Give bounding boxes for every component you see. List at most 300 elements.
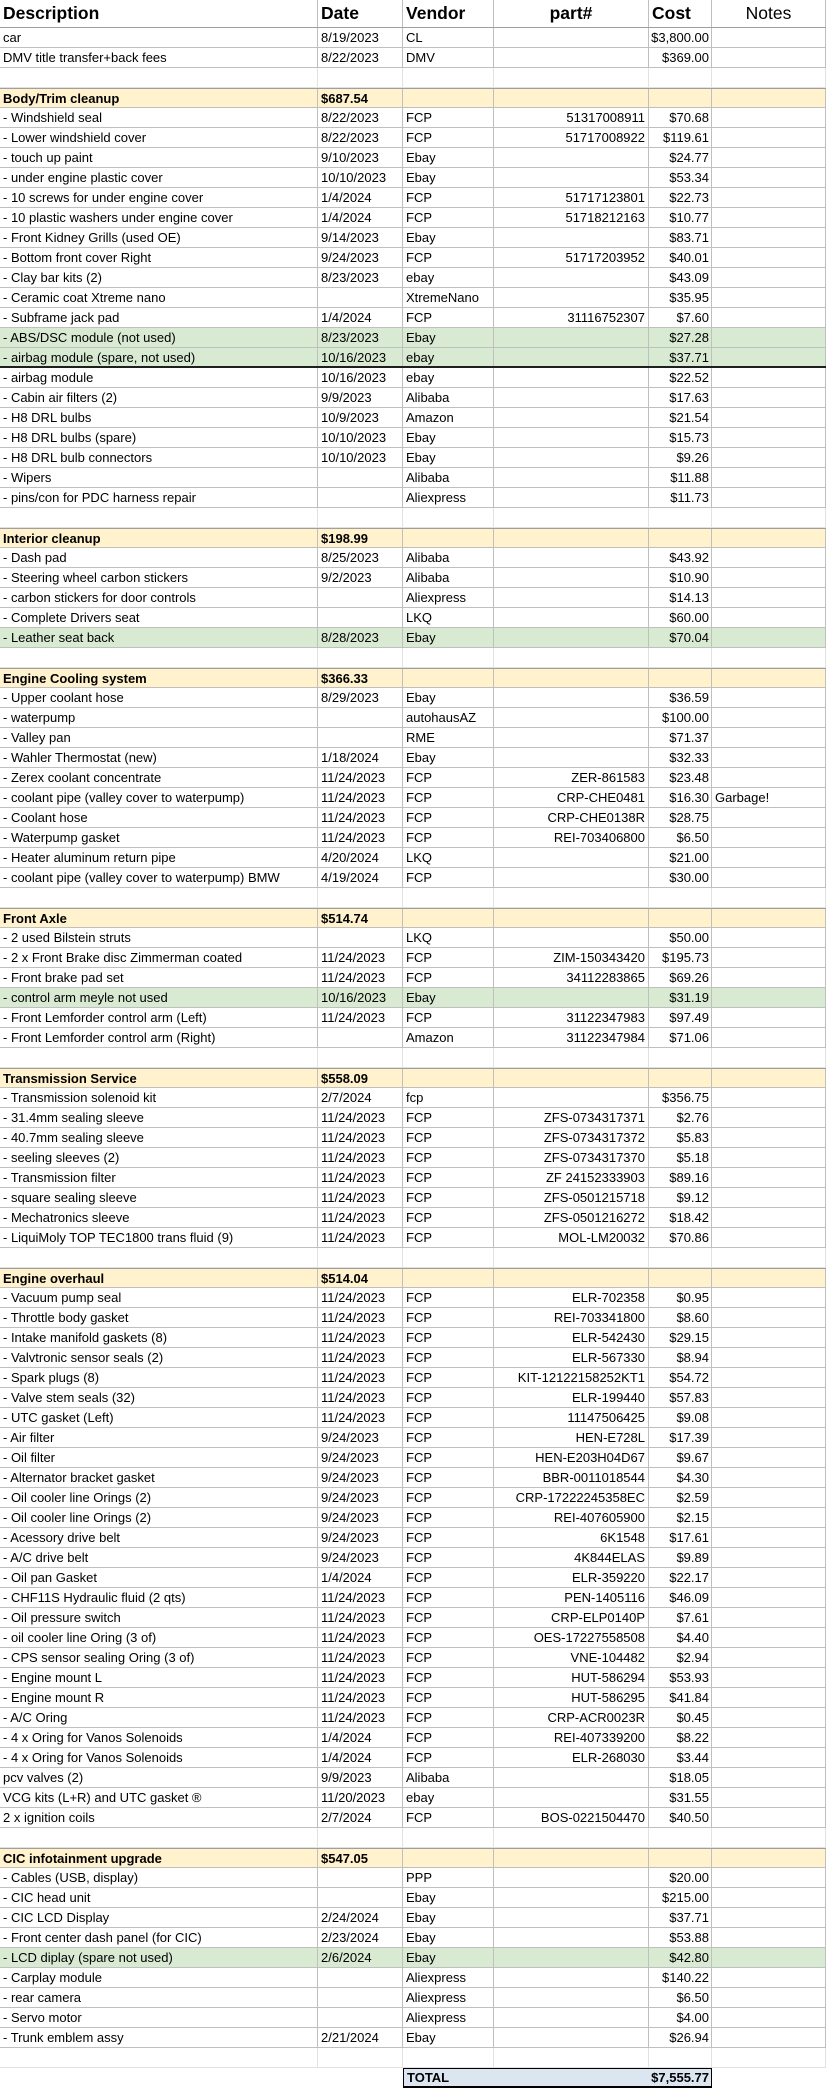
cell-date[interactable]: 9/24/2023 xyxy=(318,1488,403,1507)
cell-notes[interactable] xyxy=(712,1968,826,1987)
cell-cost[interactable]: $43.92 xyxy=(649,548,712,567)
cell-part-number[interactable]: ELR-199440 xyxy=(494,1388,649,1407)
cell-cost[interactable]: $31.19 xyxy=(649,988,712,1007)
cell-vendor[interactable]: FCP xyxy=(403,1148,494,1167)
cell-vendor[interactable]: DMV xyxy=(403,48,494,67)
cell-date[interactable]: 11/24/2023 xyxy=(318,1388,403,1407)
cell-description[interactable]: - CHF11S Hydraulic fluid (2 qts) xyxy=(0,1588,318,1607)
cell-cost[interactable]: $7.60 xyxy=(649,308,712,327)
cell-vendor[interactable]: FCP xyxy=(403,948,494,967)
cell-vendor[interactable]: FCP xyxy=(403,1448,494,1467)
cell-date[interactable]: 8/29/2023 xyxy=(318,688,403,707)
cell-part-number[interactable] xyxy=(494,1888,649,1907)
cell-notes[interactable] xyxy=(712,1248,826,1267)
cell-date[interactable]: 1/4/2024 xyxy=(318,1748,403,1767)
cell-notes[interactable] xyxy=(712,168,826,187)
cell-part-number[interactable] xyxy=(494,568,649,587)
cell-cost[interactable] xyxy=(649,648,712,667)
cell-date[interactable] xyxy=(318,488,403,507)
cell-description[interactable]: - touch up paint xyxy=(0,148,318,167)
cell-description[interactable]: - Servo motor xyxy=(0,2008,318,2027)
cell-part-number[interactable] xyxy=(494,68,649,87)
cell-cost[interactable]: $4.40 xyxy=(649,1628,712,1647)
cell-part-number[interactable]: 31122347983 xyxy=(494,1008,649,1027)
cell-notes[interactable] xyxy=(712,328,826,347)
cell-vendor[interactable]: FCP xyxy=(403,1588,494,1607)
cell-vendor[interactable]: FCP xyxy=(403,1368,494,1387)
cell-description[interactable]: - H8 DRL bulb connectors xyxy=(0,448,318,467)
cell-vendor[interactable]: Ebay xyxy=(403,688,494,707)
cell-cost[interactable]: $37.71 xyxy=(649,348,712,366)
cell-notes[interactable] xyxy=(712,268,826,287)
cell-cost[interactable] xyxy=(649,1048,712,1067)
cell-part-number[interactable] xyxy=(494,1968,649,1987)
cell-vendor[interactable]: Amazon xyxy=(403,408,494,427)
cell-cost[interactable]: $3.44 xyxy=(649,1748,712,1767)
header-vendor[interactable]: Vendor xyxy=(403,0,494,27)
section-cell[interactable] xyxy=(494,89,649,107)
cell-vendor[interactable]: FCP xyxy=(403,968,494,987)
cell-date[interactable]: 9/24/2023 xyxy=(318,1428,403,1447)
cell-description[interactable]: - Wahler Thermostat (new) xyxy=(0,748,318,767)
cell-notes[interactable] xyxy=(712,768,826,787)
cell-vendor[interactable]: FCP xyxy=(403,1288,494,1307)
cell-notes[interactable] xyxy=(712,808,826,827)
cell-vendor[interactable]: FCP xyxy=(403,1428,494,1447)
cell-cost[interactable]: $17.61 xyxy=(649,1528,712,1547)
cell-part-number[interactable] xyxy=(494,688,649,707)
cell-part-number[interactable] xyxy=(494,228,649,247)
cell-vendor[interactable]: FCP xyxy=(403,1388,494,1407)
cell-vendor[interactable] xyxy=(403,1828,494,1847)
cell-description[interactable]: - Valvtronic sensor seals (2) xyxy=(0,1348,318,1367)
cell-date[interactable] xyxy=(318,2048,403,2067)
cell-date[interactable] xyxy=(318,588,403,607)
cell-description[interactable]: - Front Lemforder control arm (Left) xyxy=(0,1008,318,1027)
cell-notes[interactable] xyxy=(712,468,826,487)
cell-part-number[interactable] xyxy=(494,168,649,187)
cell-part-number[interactable]: ZFS-0501216272 xyxy=(494,1208,649,1227)
cell-date[interactable]: 11/24/2023 xyxy=(318,808,403,827)
cell-cost[interactable]: $24.77 xyxy=(649,148,712,167)
cell-vendor[interactable]: ebay xyxy=(403,268,494,287)
cell-part-number[interactable]: HUT-586295 xyxy=(494,1688,649,1707)
cell-cost[interactable]: $71.06 xyxy=(649,1028,712,1047)
cell-cost[interactable]: $16.30 xyxy=(649,788,712,807)
cell-notes[interactable] xyxy=(712,368,826,387)
cell-date[interactable]: 11/24/2023 xyxy=(318,1628,403,1647)
cell-cost[interactable]: $8.22 xyxy=(649,1728,712,1747)
cell-cost[interactable]: $9.89 xyxy=(649,1548,712,1567)
cell-part-number[interactable] xyxy=(494,728,649,747)
cell-date[interactable]: 9/10/2023 xyxy=(318,148,403,167)
cell-vendor[interactable]: FCP xyxy=(403,1648,494,1667)
section-cell[interactable] xyxy=(649,909,712,927)
cell-date[interactable] xyxy=(318,708,403,727)
cell-part-number[interactable]: MOL-LM20032 xyxy=(494,1228,649,1247)
cell-notes[interactable] xyxy=(712,1548,826,1567)
cell-vendor[interactable]: Ebay xyxy=(403,1888,494,1907)
cell-part-number[interactable] xyxy=(494,328,649,347)
total-label[interactable]: TOTAL xyxy=(403,2068,494,2088)
cell-vendor[interactable]: FCP xyxy=(403,308,494,327)
cell-cost[interactable]: $53.34 xyxy=(649,168,712,187)
cell-notes[interactable] xyxy=(712,1288,826,1307)
cell-description[interactable]: - Transmission solenoid kit xyxy=(0,1088,318,1107)
cell-part-number[interactable]: 51717008922 xyxy=(494,128,649,147)
section-title[interactable]: CIC infotainment upgrade xyxy=(0,1849,318,1867)
header-part[interactable]: part# xyxy=(494,0,649,27)
cell-description[interactable]: - ABS/DSC module (not used) xyxy=(0,328,318,347)
cell-notes[interactable] xyxy=(712,548,826,567)
cell-vendor[interactable]: FCP xyxy=(403,1628,494,1647)
cell-date[interactable]: 8/28/2023 xyxy=(318,628,403,647)
cell-description[interactable]: - Mechatronics sleeve xyxy=(0,1208,318,1227)
cell-cost[interactable]: $29.15 xyxy=(649,1328,712,1347)
cell-part-number[interactable] xyxy=(494,928,649,947)
section-subtotal[interactable]: $198.99 xyxy=(318,529,403,547)
cell-part-number[interactable] xyxy=(494,1948,649,1967)
cell-cost[interactable]: $15.73 xyxy=(649,428,712,447)
cell-notes[interactable] xyxy=(712,848,826,867)
cell-date[interactable]: 11/24/2023 xyxy=(318,1668,403,1687)
section-subtotal[interactable]: $366.33 xyxy=(318,669,403,687)
cell-notes[interactable] xyxy=(712,2008,826,2027)
cell-vendor[interactable]: FCP xyxy=(403,208,494,227)
cell-part-number[interactable] xyxy=(494,1828,649,1847)
cell-date[interactable]: 11/24/2023 xyxy=(318,1688,403,1707)
cell-vendor[interactable]: FCP xyxy=(403,1188,494,1207)
cell-part-number[interactable] xyxy=(494,648,649,667)
cell-notes[interactable] xyxy=(712,1128,826,1147)
cell-description[interactable]: 2 x ignition coils xyxy=(0,1808,318,1827)
cell-part-number[interactable] xyxy=(494,708,649,727)
cell-date[interactable] xyxy=(318,468,403,487)
cell-notes[interactable] xyxy=(712,128,826,147)
cell-description[interactable]: - H8 DRL bulbs (spare) xyxy=(0,428,318,447)
cell-date[interactable]: 8/22/2023 xyxy=(318,128,403,147)
cell-cost[interactable] xyxy=(649,508,712,527)
cell-description[interactable]: - 40.7mm sealing sleeve xyxy=(0,1128,318,1147)
cell-part-number[interactable]: REI-703341800 xyxy=(494,1308,649,1327)
section-cell[interactable] xyxy=(403,529,494,547)
section-cell[interactable] xyxy=(403,1269,494,1287)
cell-vendor[interactable]: Aliexpress xyxy=(403,2008,494,2027)
cell-date[interactable]: 9/9/2023 xyxy=(318,388,403,407)
cell-description[interactable]: - UTC gasket (Left) xyxy=(0,1408,318,1427)
cell-part-number[interactable] xyxy=(494,48,649,67)
cell-notes[interactable] xyxy=(712,1868,826,1887)
cell-part-number[interactable] xyxy=(494,488,649,507)
cell-description[interactable]: - LiquiMoly TOP TEC1800 trans fluid (9) xyxy=(0,1228,318,1247)
cell-notes[interactable] xyxy=(712,1348,826,1367)
cell-date[interactable]: 8/23/2023 xyxy=(318,328,403,347)
cell-vendor[interactable]: FCP xyxy=(403,108,494,127)
cell-cost[interactable]: $100.00 xyxy=(649,708,712,727)
cell-date[interactable]: 8/23/2023 xyxy=(318,268,403,287)
cell-date[interactable]: 11/24/2023 xyxy=(318,1188,403,1207)
cell-date[interactable]: 11/24/2023 xyxy=(318,1128,403,1147)
cell-date[interactable]: 10/9/2023 xyxy=(318,408,403,427)
cell-vendor[interactable] xyxy=(403,648,494,667)
cell-vendor[interactable]: Alibaba xyxy=(403,548,494,567)
cell-part-number[interactable]: ZER-861583 xyxy=(494,768,649,787)
total-value[interactable]: $7,555.77 xyxy=(649,2068,712,2088)
cell-part-number[interactable] xyxy=(494,448,649,467)
cell-part-number[interactable]: ZF 24152333903 xyxy=(494,1168,649,1187)
cell-cost[interactable]: $53.88 xyxy=(649,1928,712,1947)
cell-part-number[interactable] xyxy=(494,468,649,487)
cell-vendor[interactable]: FCP xyxy=(403,128,494,147)
cell-vendor[interactable]: Ebay xyxy=(403,988,494,1007)
cell-date[interactable]: 9/24/2023 xyxy=(318,1528,403,1547)
cell-cost[interactable]: $30.00 xyxy=(649,868,712,887)
cell-notes[interactable] xyxy=(712,288,826,307)
header-date[interactable]: Date xyxy=(318,0,403,27)
cell-part-number[interactable]: VNE-104482 xyxy=(494,1648,649,1667)
cell-description[interactable]: - Oil cooler line Orings (2) xyxy=(0,1488,318,1507)
cell-part-number[interactable] xyxy=(494,428,649,447)
cell-vendor[interactable]: FCP xyxy=(403,1568,494,1587)
cell-vendor[interactable]: FCP xyxy=(403,1328,494,1347)
cell-date[interactable]: 1/4/2024 xyxy=(318,208,403,227)
cell-date[interactable]: 1/4/2024 xyxy=(318,308,403,327)
cell-part-number[interactable] xyxy=(494,268,649,287)
cell-notes[interactable] xyxy=(712,1088,826,1107)
cell-description[interactable]: - Valley pan xyxy=(0,728,318,747)
cell-cost[interactable]: $54.72 xyxy=(649,1368,712,1387)
cell-cost[interactable]: $71.37 xyxy=(649,728,712,747)
section-cell[interactable] xyxy=(403,909,494,927)
cell-notes[interactable] xyxy=(712,2028,826,2047)
cell-cost[interactable]: $3,800.00 xyxy=(649,28,712,47)
cell-part-number[interactable]: HEN-E203H04D67 xyxy=(494,1448,649,1467)
cell-description[interactable]: - control arm meyle not used xyxy=(0,988,318,1007)
cell-part-number[interactable]: REI-407339200 xyxy=(494,1728,649,1747)
cell-description[interactable]: - Spark plugs (8) xyxy=(0,1368,318,1387)
cell-description[interactable]: - Steering wheel carbon stickers xyxy=(0,568,318,587)
section-cell[interactable] xyxy=(712,529,826,547)
cell-part-number[interactable] xyxy=(494,1928,649,1947)
cell-cost[interactable]: $2.15 xyxy=(649,1508,712,1527)
cell-cost[interactable]: $5.18 xyxy=(649,1148,712,1167)
cell-cost[interactable]: $0.95 xyxy=(649,1288,712,1307)
cell-notes[interactable] xyxy=(712,888,826,907)
cell-description[interactable]: - A/C drive belt xyxy=(0,1548,318,1567)
section-cell[interactable] xyxy=(649,1849,712,1867)
cell-cost[interactable]: $60.00 xyxy=(649,608,712,627)
section-cell[interactable] xyxy=(494,669,649,687)
cell-vendor[interactable]: Ebay xyxy=(403,148,494,167)
cell-cost[interactable]: $18.05 xyxy=(649,1768,712,1787)
cell-description[interactable]: - Front Kidney Grills (used OE) xyxy=(0,228,318,247)
cell-cost[interactable]: $83.71 xyxy=(649,228,712,247)
cell-description[interactable] xyxy=(0,1248,318,1267)
cell-notes[interactable] xyxy=(712,928,826,947)
cell-description[interactable]: - pins/con for PDC harness repair xyxy=(0,488,318,507)
cell-cost[interactable]: $11.73 xyxy=(649,488,712,507)
cell-date[interactable]: 11/24/2023 xyxy=(318,1708,403,1727)
cell-cost[interactable]: $215.00 xyxy=(649,1888,712,1907)
cell-description[interactable]: - CIC LCD Display xyxy=(0,1908,318,1927)
cell-notes[interactable] xyxy=(712,568,826,587)
cell-notes[interactable] xyxy=(712,68,826,87)
cell-part-number[interactable] xyxy=(494,28,649,47)
cell-date[interactable]: 1/4/2024 xyxy=(318,1568,403,1587)
cell-description[interactable]: - Front Lemforder control arm (Right) xyxy=(0,1028,318,1047)
cell-description[interactable]: DMV title transfer+back fees xyxy=(0,48,318,67)
cell-notes[interactable] xyxy=(712,488,826,507)
cell-vendor[interactable] xyxy=(403,888,494,907)
cell-part-number[interactable] xyxy=(494,368,649,387)
section-title[interactable]: Engine overhaul xyxy=(0,1269,318,1287)
cell-description[interactable]: pcv valves (2) xyxy=(0,1768,318,1787)
cell-vendor[interactable]: Ebay xyxy=(403,1948,494,1967)
section-cell[interactable] xyxy=(712,1069,826,1087)
cell-part-number[interactable] xyxy=(494,888,649,907)
cell-notes[interactable] xyxy=(712,1108,826,1127)
cell-notes[interactable] xyxy=(712,1608,826,1627)
section-cell[interactable] xyxy=(403,89,494,107)
cell-description[interactable]: - oil cooler line Oring (3 of) xyxy=(0,1628,318,1647)
cell-part-number[interactable]: BOS-0221504470 xyxy=(494,1808,649,1827)
cell-notes[interactable] xyxy=(712,448,826,467)
cell-notes[interactable] xyxy=(712,1988,826,2007)
cell-cost[interactable]: $18.42 xyxy=(649,1208,712,1227)
cell-notes[interactable] xyxy=(712,728,826,747)
cell-notes[interactable] xyxy=(712,348,826,366)
cell-description[interactable] xyxy=(0,508,318,527)
cell-vendor[interactable]: Ebay xyxy=(403,228,494,247)
cell-vendor[interactable]: Ebay xyxy=(403,328,494,347)
cell-description[interactable]: - Front center dash panel (for CIC) xyxy=(0,1928,318,1947)
cell-part-number[interactable] xyxy=(494,1908,649,1927)
cell-notes[interactable] xyxy=(712,1768,826,1787)
cell-vendor[interactable]: ebay xyxy=(403,1788,494,1807)
cell-cost[interactable]: $22.73 xyxy=(649,188,712,207)
cell-description[interactable]: - Intake manifold gaskets (8) xyxy=(0,1328,318,1347)
cell-part-number[interactable]: 11147506425 xyxy=(494,1408,649,1427)
cell-part-number[interactable]: PEN-1405116 xyxy=(494,1588,649,1607)
cell-date[interactable] xyxy=(318,1828,403,1847)
cell-notes[interactable] xyxy=(712,228,826,247)
cell-part-number[interactable]: CRP-17222245358EC xyxy=(494,1488,649,1507)
cell-description[interactable]: - Bottom front cover Right xyxy=(0,248,318,267)
section-cell[interactable] xyxy=(712,1269,826,1287)
cell-description[interactable]: - Coolant hose xyxy=(0,808,318,827)
cell-vendor[interactable]: Ebay xyxy=(403,1908,494,1927)
cell-vendor[interactable]: XtremeNano xyxy=(403,288,494,307)
cell-cost[interactable]: $28.75 xyxy=(649,808,712,827)
cell-cost[interactable]: $2.59 xyxy=(649,1488,712,1507)
cell-date[interactable] xyxy=(318,1988,403,2007)
cell-description[interactable]: - airbag module xyxy=(0,368,318,387)
cell-part-number[interactable]: ZFS-0734317371 xyxy=(494,1108,649,1127)
cell-part-number[interactable]: 51317008911 xyxy=(494,108,649,127)
cell-notes[interactable] xyxy=(712,1708,826,1727)
cell-cost[interactable] xyxy=(649,1828,712,1847)
cell-notes[interactable] xyxy=(712,1328,826,1347)
cell-part-number[interactable] xyxy=(494,588,649,607)
cell-cost[interactable]: $97.49 xyxy=(649,1008,712,1027)
cell-vendor[interactable]: LKQ xyxy=(403,608,494,627)
cell-description[interactable]: - 4 x Oring for Vanos Solenoids xyxy=(0,1748,318,1767)
header-cost[interactable]: Cost xyxy=(649,0,712,27)
cell-vendor[interactable]: LKQ xyxy=(403,848,494,867)
cell-vendor[interactable]: FCP xyxy=(403,1688,494,1707)
cell-vendor[interactable]: Aliexpress xyxy=(403,1968,494,1987)
cell-date[interactable]: 11/24/2023 xyxy=(318,1168,403,1187)
cell-cost[interactable]: $70.68 xyxy=(649,108,712,127)
cell-notes[interactable] xyxy=(712,1208,826,1227)
cell-notes[interactable] xyxy=(712,588,826,607)
cell-vendor[interactable]: FCP xyxy=(403,188,494,207)
cell-vendor[interactable]: Alibaba xyxy=(403,1768,494,1787)
cell-description[interactable]: - Engine mount L xyxy=(0,1668,318,1687)
cell-notes[interactable] xyxy=(712,1148,826,1167)
cell-description[interactable]: - Valve stem seals (32) xyxy=(0,1388,318,1407)
cell-cost[interactable] xyxy=(649,68,712,87)
cell-vendor[interactable]: Ebay xyxy=(403,428,494,447)
cell-description[interactable]: - Dash pad xyxy=(0,548,318,567)
cell-date[interactable] xyxy=(318,288,403,307)
cell-vendor[interactable] xyxy=(403,1248,494,1267)
cell-date[interactable]: 10/10/2023 xyxy=(318,448,403,467)
cell-part-number[interactable] xyxy=(494,388,649,407)
cell-vendor[interactable]: RME xyxy=(403,728,494,747)
cell-date[interactable]: 9/24/2023 xyxy=(318,1508,403,1527)
cell-part-number[interactable]: ELR-567330 xyxy=(494,1348,649,1367)
cell-part-number[interactable]: CRP-CHE0481 xyxy=(494,788,649,807)
cell-vendor[interactable]: ebay xyxy=(403,348,494,366)
cell-description[interactable]: - Transmission filter xyxy=(0,1168,318,1187)
cell-cost[interactable]: $6.50 xyxy=(649,1988,712,2007)
cell-vendor[interactable]: FCP xyxy=(403,868,494,887)
cell-date[interactable]: 10/10/2023 xyxy=(318,428,403,447)
cell-vendor[interactable]: FCP xyxy=(403,1128,494,1147)
cell-notes[interactable] xyxy=(712,1528,826,1547)
cell-vendor[interactable]: Alibaba xyxy=(403,388,494,407)
cell-notes[interactable] xyxy=(712,1228,826,1247)
cell-description[interactable]: - rear camera xyxy=(0,1988,318,2007)
section-cell[interactable] xyxy=(712,1849,826,1867)
cell-date[interactable]: 10/10/2023 xyxy=(318,168,403,187)
cell-cost[interactable]: $20.00 xyxy=(649,1868,712,1887)
cell-date[interactable]: 9/2/2023 xyxy=(318,568,403,587)
cell-part-number[interactable] xyxy=(494,1868,649,1887)
section-cell[interactable] xyxy=(712,669,826,687)
cell-description[interactable]: - Trunk emblem assy xyxy=(0,2028,318,2047)
cell-notes[interactable] xyxy=(712,1048,826,1067)
cell-date[interactable]: 11/24/2023 xyxy=(318,1288,403,1307)
cell-notes[interactable] xyxy=(712,1828,826,1847)
cell-date[interactable]: 1/4/2024 xyxy=(318,1728,403,1747)
cell-vendor[interactable]: Ebay xyxy=(403,628,494,647)
cell-vendor[interactable]: FCP xyxy=(403,768,494,787)
cell-description[interactable]: - LCD diplay (spare not used) xyxy=(0,1948,318,1967)
cell-notes[interactable] xyxy=(712,408,826,427)
cell-notes[interactable] xyxy=(712,1628,826,1647)
cell-notes[interactable] xyxy=(712,1788,826,1807)
cell-notes[interactable] xyxy=(712,1008,826,1027)
cell-description[interactable]: - airbag module (spare, not used) xyxy=(0,348,318,366)
cell-cost[interactable]: $119.61 xyxy=(649,128,712,147)
cell-part-number[interactable] xyxy=(494,288,649,307)
cell-vendor[interactable] xyxy=(403,508,494,527)
cell-notes[interactable] xyxy=(712,208,826,227)
cell-vendor[interactable]: Aliexpress xyxy=(403,1988,494,2007)
cell-date[interactable]: 2/24/2024 xyxy=(318,1908,403,1927)
